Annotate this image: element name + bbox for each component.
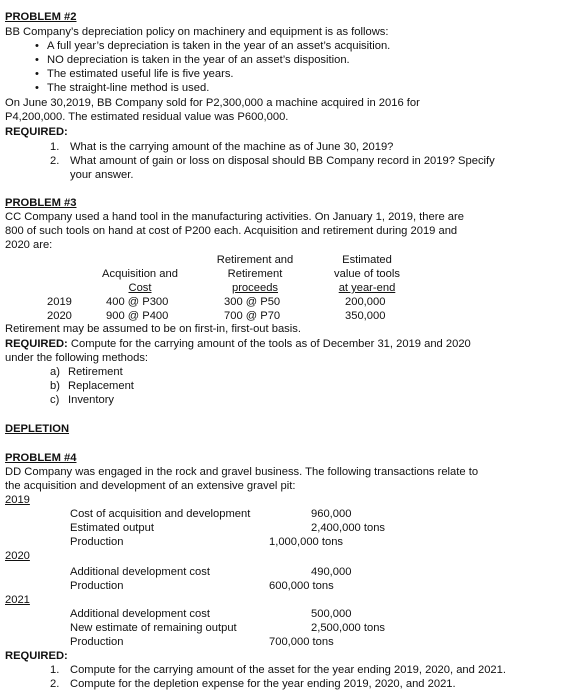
transaction-value: 960,000 — [311, 508, 352, 520]
transaction-label: Cost of acquisition and development — [70, 508, 251, 520]
header-value-of-tools: value of tools — [334, 268, 400, 280]
problem-3-intro-line-2: 800 of such tools on hand at cost of P200 each. Acquisition and retirement during 2019 and — [5, 225, 458, 237]
table-cell-estimated-value: 350,000 — [345, 310, 386, 322]
year-heading-2020: 2020 — [5, 550, 30, 562]
method-label: Replacement — [68, 380, 134, 392]
question-number: 2. — [50, 678, 60, 690]
problem-4-title: PROBLEM #4 — [5, 452, 77, 464]
required-text: Compute for the carrying amount of the tools as of December 31, 2019 and 2020 — [67, 338, 471, 350]
list-item: • The straight-line method is used. — [5, 82, 390, 96]
question-text: Compute for the depletion expense for the year ending 2019, 2020, and 2021. — [70, 678, 456, 690]
transaction-label: Production — [70, 580, 124, 592]
transaction-label: Production — [70, 536, 124, 548]
problem-2-policy-list — [5, 40, 390, 96]
header-acquisition-and: Acquisition and — [102, 268, 178, 280]
year-heading-2021: 2021 — [5, 594, 30, 606]
table-cell-retirement: 300 @ P50 — [224, 296, 281, 308]
question-text: What is the carrying amount of the machine as of June 30, 2019? — [70, 141, 394, 153]
problem-3-intro-line-1: CC Company used a hand tool in the manufacturing activities. On January 1, 2019, there are — [5, 211, 464, 223]
question-number: 2. — [50, 155, 60, 167]
header-estimated: Estimated — [342, 254, 392, 266]
method-letter: b) — [50, 380, 60, 392]
problem-4-intro-line-1: DD Company was engaged in the rock and gravel business. The following transactions relate to — [5, 466, 479, 478]
question-number: 1. — [50, 141, 60, 153]
question-number: 1. — [50, 664, 60, 676]
table-cell-acquisition: 900 @ P400 — [106, 310, 169, 322]
problem-2-required-label: REQUIRED: — [5, 126, 68, 138]
problem-4-required-label: REQUIRED: — [5, 650, 68, 662]
depletion-heading: DEPLETION — [5, 423, 70, 435]
problem-2-paragraph-line-2: P4,200,000. The estimated residual value was P600,000. — [5, 111, 289, 123]
question-text: What amount of gain or loss on disposal should BB Company record in 2019? Specify — [70, 155, 495, 167]
table-cell-acquisition: 400 @ P300 — [106, 296, 169, 308]
required-label: REQUIRED: — [5, 338, 68, 350]
question-text: Compute for the carrying amount of the asset for the year ending 2019, 2020, and 2021. — [70, 664, 506, 676]
method-letter: c) — [50, 394, 60, 406]
problem-3-required-line-2: under the following methods: — [5, 352, 149, 364]
transaction-value: 1,000,000 tons — [269, 536, 344, 548]
table-row-year: 2019 — [47, 296, 72, 308]
year-heading-2019: 2019 — [5, 494, 30, 506]
transaction-value: 600,000 tons — [269, 580, 334, 592]
transaction-label: New estimate of remaining output — [70, 622, 237, 634]
problem-3-title: PROBLEM #3 — [5, 197, 77, 209]
transaction-value: 2,500,000 tons — [311, 622, 386, 634]
method-label: Inventory — [68, 394, 115, 406]
method-label: Retirement — [68, 366, 123, 378]
transaction-value: 490,000 — [311, 566, 352, 578]
transaction-label: Production — [70, 636, 124, 648]
transaction-label: Estimated output — [70, 522, 154, 534]
problem-4-intro-line-2: the acquisition and development of an extensive gravel pit: — [5, 480, 296, 492]
transaction-value: 500,000 — [311, 608, 352, 620]
transaction-value: 700,000 tons — [269, 636, 334, 648]
table-row-year: 2020 — [47, 310, 72, 322]
list-item: • The estimated useful life is five years. — [5, 68, 390, 82]
list-item: • NO depreciation is taken in the year of an asset’s disposition. — [5, 54, 390, 68]
transaction-label: Additional development cost — [70, 566, 210, 578]
header-cost: Cost — [128, 282, 152, 294]
problem-3-required — [5, 338, 471, 352]
problem-3-note: Retirement may be assumed to be on first-in, first-out basis. — [5, 323, 301, 335]
method-letter: a) — [50, 366, 60, 378]
transaction-label: Additional development cost — [70, 608, 210, 620]
question-text-continued: your answer. — [70, 169, 134, 181]
table-cell-estimated-value: 200,000 — [345, 296, 386, 308]
problem-2-intro: BB Company’s depreciation policy on machinery and equipment is as follows: — [5, 26, 389, 38]
header-retirement-and: Retirement and — [216, 254, 294, 266]
header-at-year-end: at year-end — [338, 282, 396, 294]
transaction-value: 2,400,000 tons — [311, 522, 386, 534]
problem-3-intro-line-3: 2020 are: — [5, 239, 53, 251]
list-item: • A full year’s depreciation is taken in the year of an asset’s acquisition. — [5, 40, 390, 54]
header-proceeds: proceeds — [231, 282, 279, 294]
problem-2-title: PROBLEM #2 — [5, 11, 77, 23]
table-cell-retirement: 700 @ P70 — [224, 310, 281, 322]
header-retirement: Retirement — [227, 268, 283, 280]
problem-2-paragraph-line-1: On June 30,2019, BB Company sold for P2,300,000 a machine acquired in 2016 for — [5, 97, 420, 109]
